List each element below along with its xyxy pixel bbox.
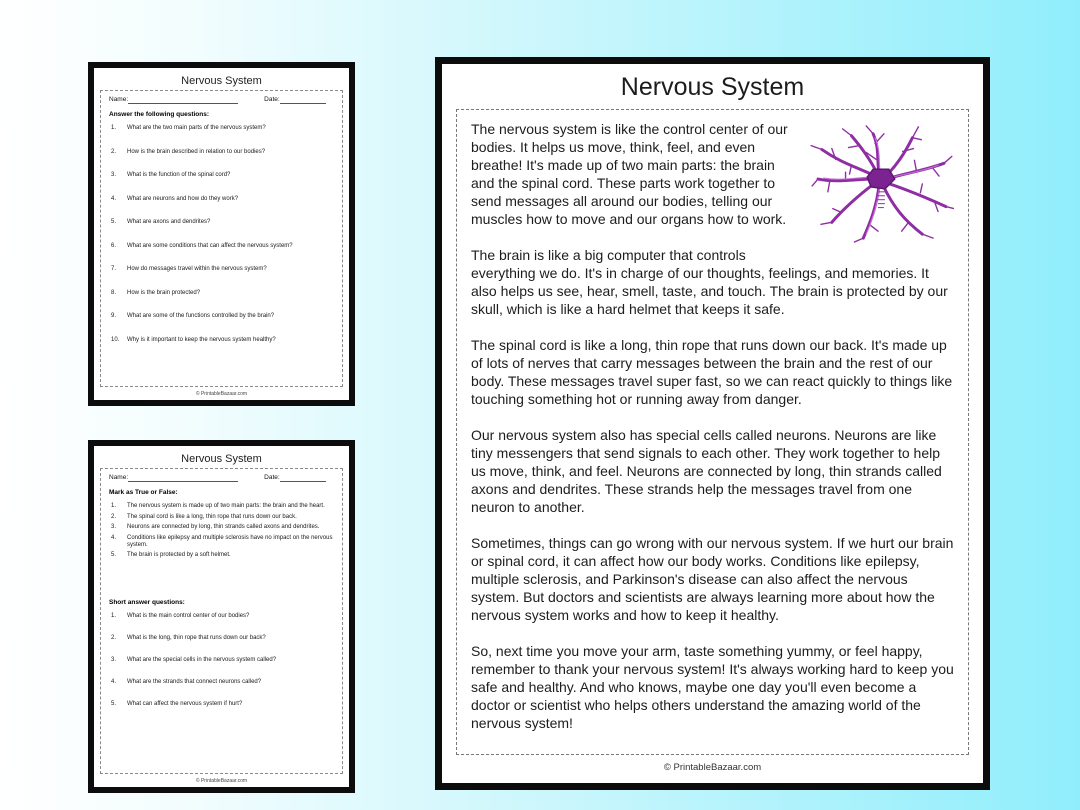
copyright-footer: © PrintableBazaar.com: [663, 762, 762, 773]
name-blank-line: [128, 474, 238, 482]
section-header: Answer the following questions:: [109, 111, 210, 118]
date-label: Date:: [264, 474, 280, 481]
truefalse-item: The nervous system is made up of two main parts: the brain and the heart.: [127, 503, 325, 509]
question-item: What is the function of the spinal cord?: [127, 172, 231, 178]
questions-list: [109, 125, 334, 344]
worksheet-truefalse-page: [88, 440, 355, 793]
worksheet-dashed-frame: [100, 468, 343, 774]
worksheet-questions-page: [88, 62, 355, 406]
shortanswer-item: What are the strands that connect neurons called?: [127, 679, 262, 685]
reading-passage-page: [435, 57, 990, 790]
name-label: Name:: [109, 96, 129, 103]
question-item: What are some conditions that can affect the nervous system?: [127, 242, 293, 249]
worksheet-dashed-frame: [100, 90, 343, 387]
question-item: What are the two main parts of the nervous system?: [127, 125, 266, 131]
worksheet-truefalse-paper: [94, 446, 349, 787]
page-title: Nervous System: [620, 73, 805, 101]
question-item: Why is it important to keep the nervous system healthy?: [127, 336, 276, 343]
question-item: How is the brain protected?: [127, 289, 201, 296]
truefalse-header: Mark as True or False:: [109, 489, 178, 496]
date-blank-line: [280, 96, 326, 104]
passage-paragraph: The brain is like a big computer that controls everything we do. It's in charge of our thoughts, feelings, and memories. It also helps us see, hear, smell, taste, and touch. The brain is protected by our skull, which is like a hard helmet that keeps it safe.: [471, 247, 948, 317]
worksheet-title: Nervous System: [181, 453, 262, 465]
date-blank-line: [280, 474, 326, 482]
worksheet-title: Nervous System: [181, 75, 262, 87]
truefalse-item: Neurons are connected by long, thin strands called axons and dendrites.: [127, 524, 320, 530]
copyright-footer: © PrintableBazaar.com: [195, 391, 248, 397]
truefalse-item: The brain is protected by a soft helmet.: [127, 552, 231, 558]
shortanswer-list: [109, 613, 334, 708]
question-item: How is the brain described in relation to our bodies?: [127, 148, 266, 155]
passage-paragraph: Our nervous system also has special cells called neurons. Neurons are like tiny messengers that send signals to each other. They work together to help us move, think, and feel. Neurons are connected by long, thin strands called axons and dendrites. These strands help the messages travel from one neuron to another.: [471, 427, 942, 515]
shortanswer-item: What is the long, thin rope that runs down our back?: [127, 635, 266, 641]
name-label: Name:: [109, 474, 129, 481]
name-date-row: [109, 474, 334, 482]
question-item: What are neurons and how do they work?: [127, 195, 239, 202]
shortanswer-item: What is the main control center of our bodies?: [127, 613, 250, 619]
question-item: What are some of the functions controlled by the brain?: [127, 313, 275, 319]
truefalse-item: The spinal cord is like a long, thin rope that runs down our back.: [127, 513, 297, 520]
passage-dashed-frame: [456, 109, 969, 755]
shortanswer-header: Short answer questions:: [109, 599, 185, 606]
name-date-row: [109, 96, 334, 104]
name-blank-line: [128, 96, 238, 104]
truefalse-list: [109, 503, 334, 559]
date-label: Date:: [264, 96, 280, 103]
copyright-footer: © PrintableBazaar.com: [195, 778, 248, 784]
passage-paragraph: The spinal cord is like a long, thin rope that runs down our back. It's made up of lots of nerves that carry messages between the brain and the rest of our body. These messages travel super fast, so we can react quickly to things like touching something hot or running away from danger.: [471, 337, 953, 407]
passage-paragraph: So, next time you move your arm, taste something yummy, or feel happy, remember to thank your nervous system! It's always working hard to keep you safe and healthy. And who knows, maybe one day you'll even become a doctor or scientist who helps others understand the amazing world of the nervous system!: [471, 643, 954, 731]
shortanswer-item: What can affect the nervous system if hurt?: [127, 701, 243, 707]
passage-paragraph: The nervous system is like the control center of our bodies. It helps us move, think, feel, and even breathe! It's made up of two main parts: the brain and the spinal cord. These parts work together to send messages all around our bodies, telling our muscles how to move and our organs how to work.: [471, 121, 788, 227]
question-item: How do messages travel within the nervous system?: [127, 266, 267, 272]
worksheet-questions-paper: [94, 68, 349, 400]
passage-paragraph: Sometimes, things can go wrong with our nervous system. If we hurt our brain or spinal cord, it can affect how our body works. Conditions like epilepsy, multiple sclerosis, and Parkinson's disease can also affect the nervous system. But doctors and scientists are always learning more about how the nervous system works and how to keep it healthy.: [471, 535, 954, 623]
neuron-illustration: [806, 120, 954, 244]
question-item: What are axons and dendrites?: [127, 219, 211, 225]
shortanswer-item: What are the special cells in the nervous system called?: [127, 657, 277, 663]
truefalse-item: Conditions like epilepsy and multiple sclerosis have no impact on the nervous system.: [127, 534, 333, 548]
reading-passage-paper: [442, 64, 983, 783]
